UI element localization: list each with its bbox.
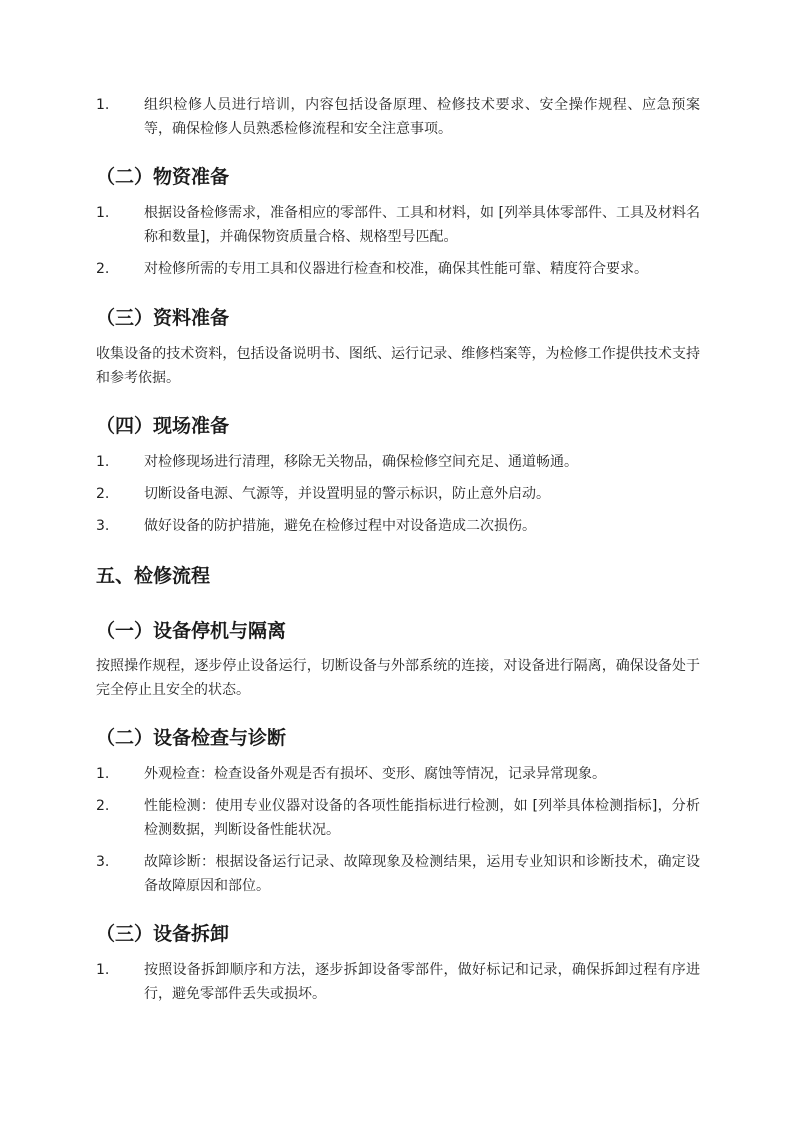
list-text: 根据设备检修需求，准备相应的零部件、工具和材料，如 [列举具体零部件、工具及材料名称和数量]，并确保物资质量合格、规格型号匹配。 bbox=[144, 205, 700, 245]
list-text: 对检修所需的专用工具和仪器进行检查和校准，确保其性能可靠、精度符合要求。 bbox=[144, 261, 648, 277]
list-text: 组织检修人员进行培训，内容包括设备原理、检修技术要求、安全操作规程、应急预案等，确保检修人员熟悉检修流程和安全注意事项。 bbox=[144, 97, 700, 137]
list-item bbox=[96, 514, 700, 538]
list-number: 2. bbox=[96, 798, 110, 814]
list-number: 2. bbox=[96, 486, 110, 502]
list-number: 1. bbox=[96, 97, 110, 113]
list-number: 1. bbox=[96, 766, 110, 782]
section-heading: （三）设备拆卸 bbox=[96, 923, 230, 945]
list-text: 对检修现场进行清理，移除无关物品，确保检修空间充足、通道畅通。 bbox=[144, 454, 578, 470]
list-item bbox=[96, 958, 700, 1006]
list-number: 1. bbox=[96, 205, 110, 221]
list-text: 外观检查：检查设备外观是否有损坏、变形、腐蚀等情况，记录异常现象。 bbox=[144, 766, 606, 782]
list-text: 按照设备拆卸顺序和方法，逐步拆卸设备零部件，做好标记和记录，确保拆卸过程有序进行，避免零部件丢失或损坏。 bbox=[144, 962, 700, 1002]
list-text: 故障诊断：根据设备运行记录、故障现象及检测结果，运用专业知识和诊断技术，确定设备故障原因和部位。 bbox=[144, 854, 700, 894]
list-item bbox=[96, 93, 700, 141]
list-item bbox=[96, 850, 700, 898]
list-text: 做好设备的防护措施，避免在检修过程中对设备造成二次损伤。 bbox=[144, 518, 536, 534]
list-number: 2. bbox=[96, 261, 110, 277]
list-number: 3. bbox=[96, 518, 110, 534]
list-item bbox=[96, 794, 700, 842]
section-heading: （三）资料准备 bbox=[96, 307, 230, 329]
list-item bbox=[96, 482, 700, 506]
list-text: 性能检测：使用专业仪器对设备的各项性能指标进行检测，如 [列举具体检测指标]，分析检测数据，判断设备性能状况。 bbox=[144, 798, 700, 838]
paragraph: 收集设备的技术资料，包括设备说明书、图纸、运行记录、维修档案等，为检修工作提供技术支持和参考依据。 bbox=[96, 346, 700, 386]
list-item bbox=[96, 450, 700, 474]
list-number: 1. bbox=[96, 962, 110, 978]
chapter-heading: 五、检修流程 bbox=[96, 565, 211, 587]
section-heading: （一）设备停机与隔离 bbox=[96, 620, 287, 642]
list-text: 切断设备电源、气源等，并设置明显的警示标识，防止意外启动。 bbox=[144, 486, 550, 502]
list-number: 3. bbox=[96, 854, 110, 870]
section-heading: （二）物资准备 bbox=[96, 166, 230, 188]
paragraph: 按照操作规程，逐步停止设备运行，切断设备与外部系统的连接，对设备进行隔离，确保设备处于完全停止且安全的状态。 bbox=[96, 658, 700, 698]
list-item bbox=[96, 257, 700, 281]
list-item bbox=[96, 762, 700, 786]
list-number: 1. bbox=[96, 454, 110, 470]
list-item bbox=[96, 201, 700, 249]
section-heading: （二）设备检查与诊断 bbox=[96, 727, 287, 749]
section-heading: （四）现场准备 bbox=[96, 415, 230, 437]
